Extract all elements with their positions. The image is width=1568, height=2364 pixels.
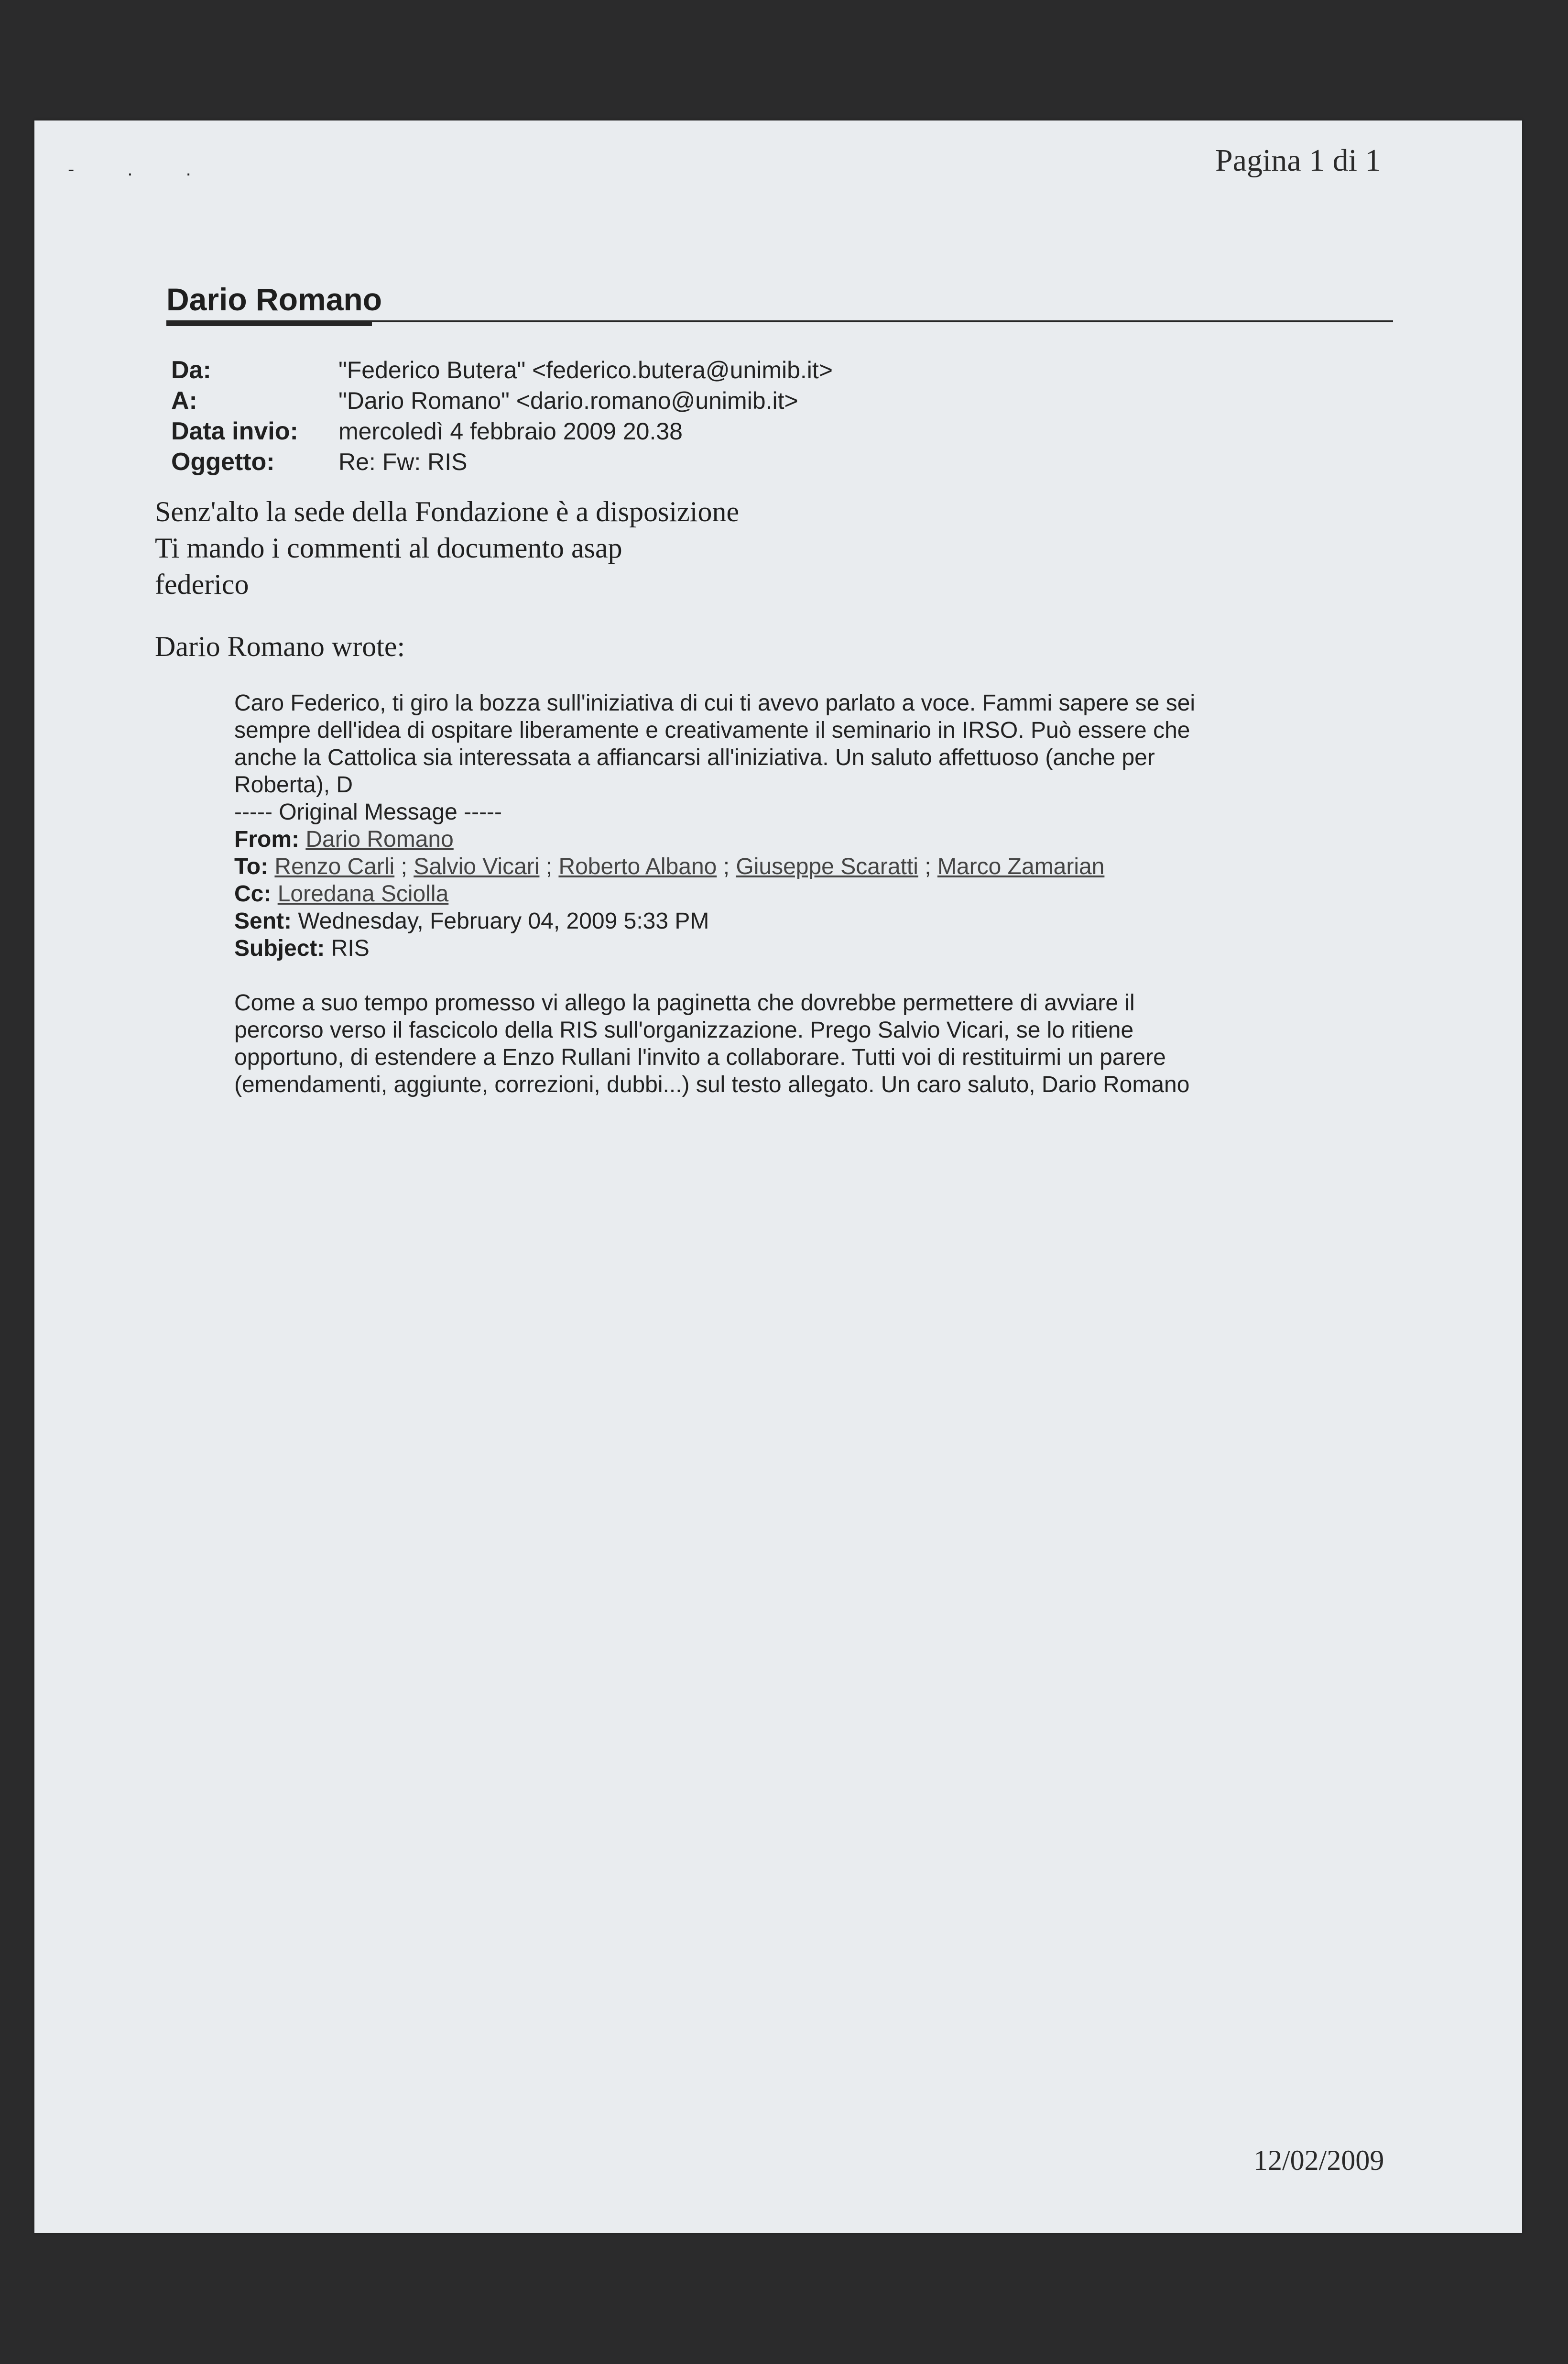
spacer	[234, 962, 1353, 989]
quoted-intro-line: Caro Federico, ti giro la bozza sull'iniziativa di cui ti avevo parlato a voce. Fammi sapere se sei	[234, 690, 1196, 716]
page-number: Pagina 1 di 1	[1215, 143, 1381, 178]
recipient-link[interactable]: Renzo Carli	[274, 854, 395, 879]
print-date: 12/02/2009	[1253, 2145, 1384, 2176]
header-to-label: A:	[171, 387, 197, 415]
header-row-to	[171, 386, 833, 417]
header-subject-label: Oggetto:	[171, 448, 275, 476]
original-subject-label: Subject:	[234, 936, 325, 961]
reply-line: Ti mando i commenti al documento asap	[155, 532, 622, 564]
original-subject-row	[234, 935, 1353, 962]
email-header-table	[171, 356, 833, 478]
recipient-separator: ;	[394, 854, 414, 879]
quoted-message	[234, 690, 1353, 1098]
original-body-line: percorso verso il fascicolo della RIS sull'organizzazione. Prego Salvio Vicari, se lo ritiene	[234, 1018, 1134, 1043]
original-body-line: Come a suo tempo promesso vi allego la paginetta che dovrebbe permettere di avviare il	[234, 990, 1135, 1016]
original-subject-value: RIS	[331, 936, 370, 961]
original-to-row	[234, 853, 1353, 880]
recipient-separator: ;	[539, 854, 559, 879]
recipient-link[interactable]: Salvio Vicari	[414, 854, 540, 879]
mailbox-owner-name: Dario Romano	[166, 282, 382, 317]
header-from-value: "Federico Butera" <federico.butera@unimib.it>	[338, 357, 833, 383]
original-message-marker: ----- Original Message -----	[234, 799, 502, 825]
printed-page	[34, 120, 1522, 2233]
header-row-subject	[171, 448, 833, 478]
header-subject-value: Re: Fw: RIS	[338, 449, 468, 475]
header-from-label: Da:	[171, 356, 211, 384]
original-from-link[interactable]: Dario Romano	[305, 827, 454, 852]
original-from-row	[234, 826, 1353, 853]
recipient-link[interactable]: Roberto Albano	[558, 854, 717, 879]
reply-line: federico	[155, 569, 249, 600]
recipient-separator: ;	[918, 854, 937, 879]
recipient-link[interactable]: Marco Zamarian	[937, 854, 1105, 879]
recipient-separator: ;	[717, 854, 736, 879]
original-sent-label: Sent:	[234, 908, 292, 934]
original-body-line: (emendamenti, aggiunte, correzioni, dubbi...) sul testo allegato. Un caro saluto, Dario Romano	[234, 1072, 1190, 1097]
printer-marks: - . .	[68, 159, 215, 180]
original-cc-row	[234, 880, 1353, 908]
original-to-label: To:	[234, 854, 269, 879]
original-from-label: From:	[234, 827, 299, 852]
owner-underline-thin	[372, 320, 1393, 322]
quoted-intro-line: Roberta), D	[234, 772, 353, 798]
header-row-from	[171, 356, 833, 386]
header-to-value: "Dario Romano" <dario.romano@unimib.it>	[338, 387, 798, 414]
original-cc-label: Cc:	[234, 881, 272, 907]
original-sent-row	[234, 908, 1353, 935]
header-row-date	[171, 417, 833, 448]
owner-underline-thick	[166, 320, 372, 326]
reply-line: Senz'alto la sede della Fondazione è a disposizione	[155, 496, 740, 527]
quoted-intro-line: anche la Cattolica sia interessata a affiancarsi all'iniziativa. Un saluto affettuoso (anche per	[234, 745, 1155, 770]
header-date-value: mercoledì 4 febbraio 2009 20.38	[338, 418, 683, 445]
original-body-line: opportuno, di estendere a Enzo Rullani l'invito a collaborare. Tutti voi di restituirmi un parere	[234, 1045, 1166, 1070]
header-date-label: Data invio:	[171, 417, 298, 445]
cc-link[interactable]: Loredana Sciolla	[277, 881, 449, 907]
quote-attribution: Dario Romano wrote:	[155, 631, 405, 662]
quoted-intro-line: sempre dell'idea di ospitare liberamente e creativamente il seminario in IRSO. Può essere che	[234, 718, 1190, 743]
reply-body	[155, 493, 739, 602]
original-sent-value: Wednesday, February 04, 2009 5:33 PM	[298, 908, 709, 934]
recipient-link[interactable]: Giuseppe Scaratti	[736, 854, 918, 879]
